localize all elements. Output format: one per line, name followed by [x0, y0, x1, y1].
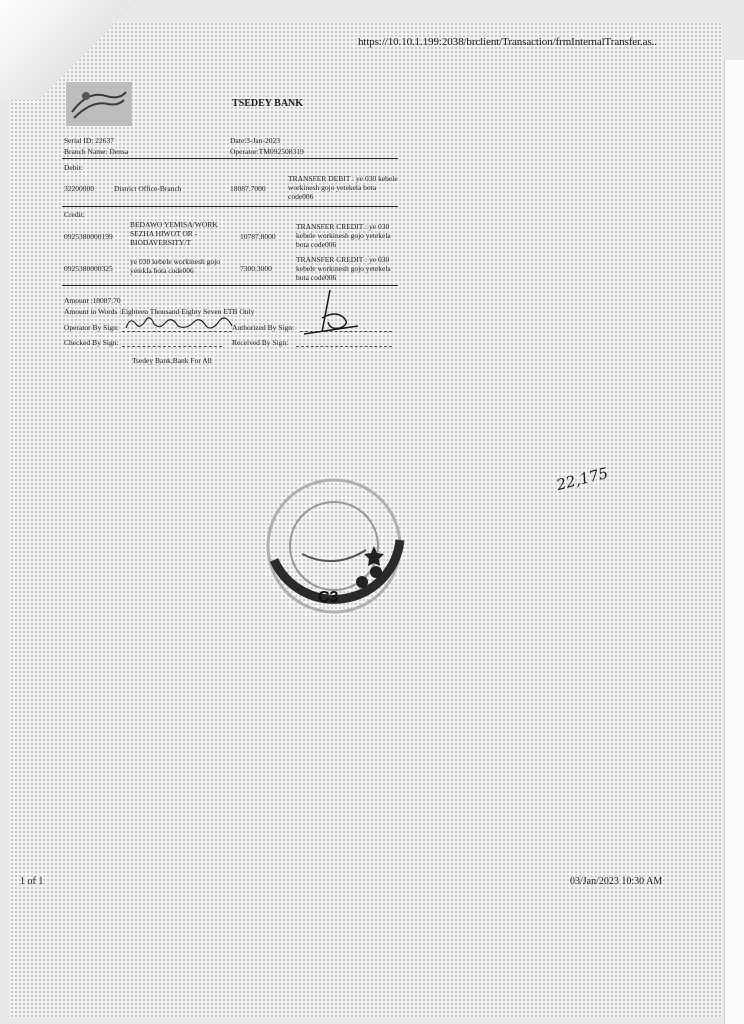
- signature-line: [122, 346, 222, 347]
- branch-name: Branch Name: Densa: [64, 147, 129, 156]
- print-datetime: 03/Jan/2023 10:30 AM: [570, 876, 663, 887]
- divider: [62, 285, 398, 286]
- serial-id: Serial ID: 22637: [64, 136, 114, 145]
- office-stamp: [262, 470, 412, 620]
- page-edge: [724, 60, 744, 1024]
- debit-account: 32200000: [64, 184, 94, 193]
- credit-amount: 7300.3000: [240, 264, 272, 273]
- credit-name: BEDAWO YEMISA/WORK SEZHA HIWOT OR -BIODAVERSITY/T: [130, 220, 218, 247]
- debit-amount: 18087.7000: [230, 184, 266, 193]
- date: Date:3-Jan-2023: [230, 136, 280, 145]
- credit-name: ye 030 kebele workinesh gojo yetekla bota code006: [130, 257, 220, 275]
- handwritten-note: 22,175: [554, 463, 610, 495]
- credit-narration: TRANSFER CREDIT : ye 030 kebele workinesh gojo yetekela bota code006: [296, 222, 391, 249]
- operator-id: Operator:TM092508319: [230, 147, 304, 156]
- operator-signature: [120, 310, 240, 334]
- credit-account: 0925380000199: [64, 232, 113, 241]
- stamp-text: C3: [318, 589, 339, 606]
- debit-name: District Office-Branch: [114, 184, 182, 193]
- checked-sign-label: Checked By Sign:: [64, 338, 119, 347]
- divider: [62, 206, 398, 207]
- bank-title: TSEDEY BANK: [232, 98, 304, 109]
- page-count: 1 of 1: [20, 876, 44, 887]
- credit-narration: TRANSFER CREDIT : ye 030 kebele workinesh gojo yetekela bota code006: [296, 255, 391, 282]
- bank-logo: [66, 82, 132, 126]
- operator-sign-label: Operator By Sign:: [64, 323, 119, 332]
- signature-line: [296, 346, 392, 347]
- bank-slogan: Tsedey Bank,Bank For All: [132, 356, 212, 365]
- debit-narration: TRANSFER DEBIT : ye 030 kebele workinesh gojo yetekela bota code006: [288, 174, 398, 201]
- authorized-signature: [300, 288, 360, 336]
- amount: Amount :18087.70: [64, 296, 121, 305]
- page-url: https://10.10.1.199:2038/brclient/Transaction/frmInternalTransfer.as..: [358, 36, 657, 48]
- received-sign-label: Received By Sign:: [232, 338, 289, 347]
- credit-amount: 10787.8000: [240, 232, 276, 241]
- credit-label: Credit:: [64, 210, 85, 219]
- credit-account: 0925380000325: [64, 264, 113, 273]
- divider: [62, 158, 398, 159]
- debit-label: Debit:: [64, 163, 83, 172]
- amount-in-words: Amount in Words :Eighteen Thousand Eighty Seven ETB Only: [64, 307, 255, 316]
- authorized-sign-label: Authorized By Sign:: [232, 323, 295, 332]
